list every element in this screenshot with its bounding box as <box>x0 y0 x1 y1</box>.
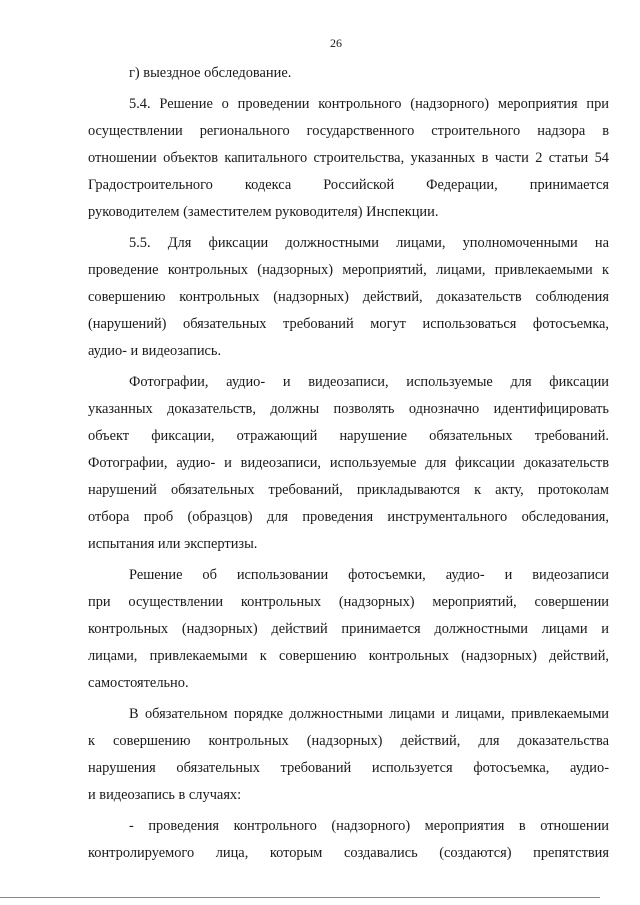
text-line: лицами, привлекаемыми к совершению контрольных (надзорных) действий, <box>88 648 609 664</box>
text-line: указанных доказательств, должны позволять однозначно идентифицировать <box>88 401 609 417</box>
paragraph-mandatory <box>88 701 609 809</box>
text-line: нарушений обязательных требований, прикладываются к акту, протоколам <box>88 482 609 498</box>
text-line: объект фиксации, отражающий нарушение обязательных требований. <box>88 428 609 444</box>
text-line: при осуществлении контрольных (надзорных) мероприятий, совершении <box>88 594 609 610</box>
paragraph-photographs <box>88 369 609 558</box>
text-line: самостоятельно. <box>88 675 189 691</box>
text-line: отношении объектов капитального строительства, указанных в части 2 статьи 54 <box>88 150 609 166</box>
text-line: аудио- и видеозапись. <box>88 343 222 359</box>
paragraph-list-item <box>88 813 609 867</box>
text-line: нарушения обязательных требований используется фотосъемка, аудио- <box>88 760 609 776</box>
text-line: и видеозапись в случаях: <box>88 787 242 803</box>
document-body <box>88 60 609 867</box>
page-number: 26 <box>330 36 342 50</box>
text-line: осуществлении регионального государственного строительного надзора в <box>88 123 609 139</box>
paragraph <box>88 60 609 87</box>
text-line: Градостроительного кодекса Российской Федерации, принимается <box>88 177 609 193</box>
text-line: отбора проб (образцов) для проведения инструментального обследования, <box>88 509 609 525</box>
text-line: испытания или экспертизы. <box>88 536 258 552</box>
text-line: контролируемого лица, которым создавались (создаются) препятствия <box>88 845 609 861</box>
paragraph-5-4 <box>88 91 609 226</box>
text-line: г) выездное обследование. <box>129 65 292 81</box>
text-line: к совершению контрольных (надзорных) действий, для доказательства <box>88 733 609 749</box>
text-line: В обязательном порядке должностными лицами и лицами, привлекаемыми <box>129 706 609 722</box>
text-line: Фотографии, аудио- и видеозаписи, используемые для фиксации <box>129 374 609 390</box>
text-line: Решение об использовании фотосъемки, аудио- и видеозаписи <box>129 567 609 583</box>
text-line: 5.4. Решение о проведении контрольного (надзорного) мероприятия при <box>129 96 609 112</box>
text-line: 5.5. Для фиксации должностными лицами, уполномоченными на <box>129 235 609 251</box>
text-line: (нарушений) обязательных требований могут использоваться фотосъемка, <box>88 316 609 332</box>
text-line: проведение контрольных (надзорных) мероприятий, лицами, привлекаемыми к <box>88 262 609 278</box>
paragraph-decision <box>88 562 609 697</box>
text-line: Фотографии, аудио- и видеозаписи, используемые для фиксации доказательств <box>88 455 609 471</box>
text-line: контрольных (надзорных) действий принимается должностными лицами и <box>88 621 609 637</box>
text-line: руководителем (заместителем руководителя) Инспекции. <box>88 204 439 220</box>
footer-rule <box>0 897 600 898</box>
text-line: совершению контрольных (надзорных) действий, доказательств соблюдения <box>88 289 609 305</box>
paragraph-5-5 <box>88 230 609 365</box>
text-line: - проведения контрольного (надзорного) мероприятия в отношении <box>129 818 609 834</box>
